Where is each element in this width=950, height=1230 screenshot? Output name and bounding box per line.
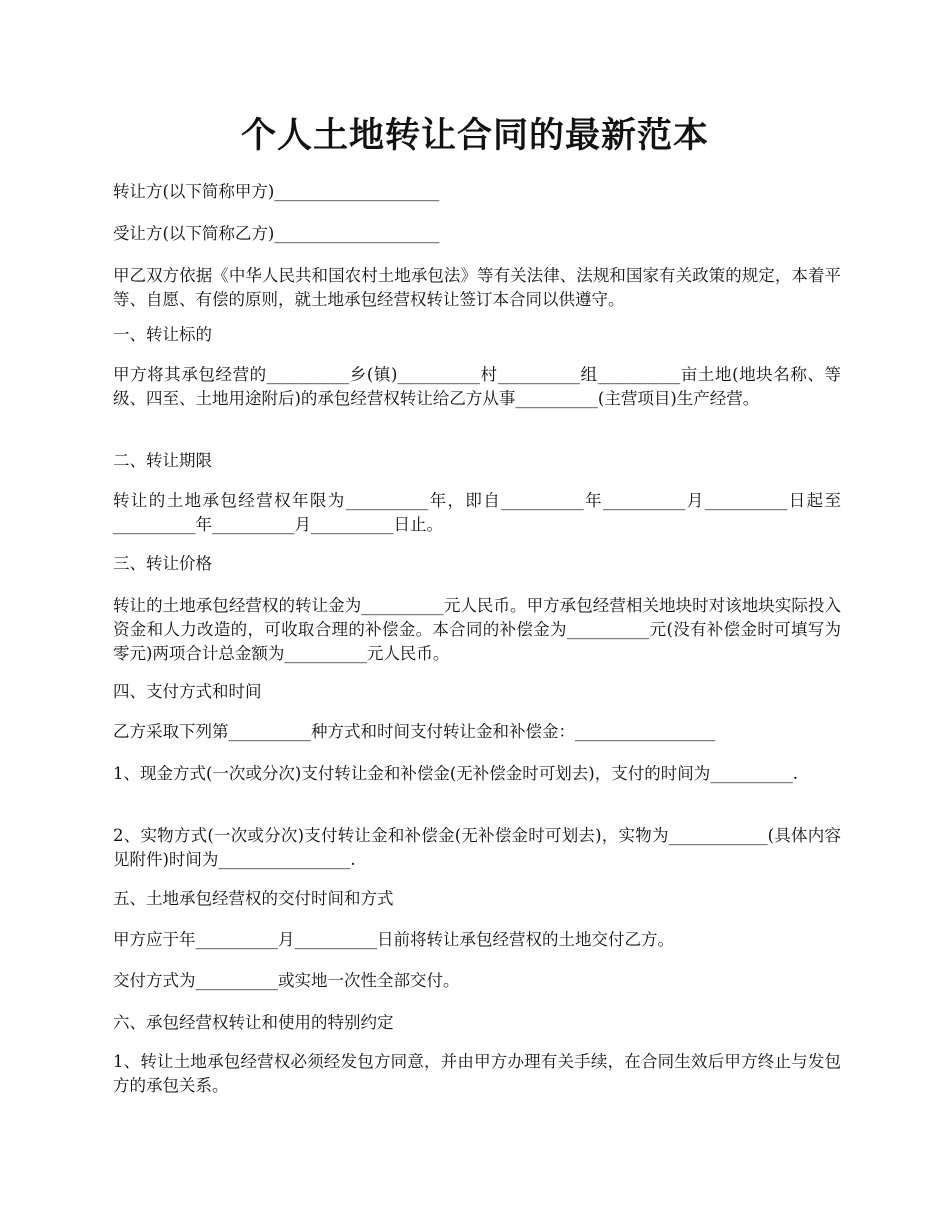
section-3-paragraph: 转让的土地承包经营权的转让金为__________元人民币。甲方承包经营相关地块时对该地块实际投入资金和人力改造的，可收取合理的补偿金。本合同的补偿金为__________元(没有补偿金时可填写为零元)两项合计总金额为__________元人民币。: [113, 596, 841, 663]
section-2-paragraph: 转让的土地承包经营权年限为__________年，即自__________年__________月__________日起至__________年__________月__________日止。: [113, 491, 841, 534]
payment-option-goods: 2、实物方式(一次或分次)支付转让金和补偿金(无补偿金时可划去)，实物为____________(具体内容见附件)时间为________________.: [113, 826, 841, 869]
section-1-paragraph: 甲方将其承包经营的__________乡(镇)__________村__________组__________亩土地(地块名称、等级、四至、土地用途附后)的承包经营权转让给乙方从事__________(主营项目)生产经营。: [113, 365, 841, 408]
delivery-method-line: 交付方式为__________或实地一次性全部交付。: [113, 971, 460, 990]
delivery-date-line: 甲方应于年__________月__________日前将转让承包经营权的土地交付乙方。: [113, 930, 674, 949]
preamble-paragraph: 甲乙双方依据《中华人民共和国农村土地承包法》等有关法律、法规和国家有关政策的规定，本着平等、自愿、有偿的原则，就土地承包经营权转让签订本合同以供遵守。: [113, 266, 841, 309]
section-6-clause-1: 1、转让土地承包经营权必须经发包方同意，并由甲方办理有关手续，在合同生效后甲方终止与发包方的承包关系。: [113, 1052, 841, 1095]
section-heading-4: 四、支付方式和时间: [113, 682, 262, 701]
section-heading-3: 三、转让价格: [113, 554, 212, 573]
section-heading-1: 一、转让标的: [113, 325, 212, 344]
payment-option-cash: 1、现金方式(一次或分次)支付转让金和补偿金(无补偿金时可划去)，支付的时间为__________.: [113, 764, 798, 783]
section-heading-2: 二、转让期限: [113, 451, 212, 470]
payment-method-line: 乙方采取下列第__________种方式和时间支付转让金和补偿金：_________________: [113, 722, 716, 741]
transferor-line: 转让方(以下简称甲方)____________________: [113, 182, 440, 201]
section-heading-6: 六、承包经营权转让和使用的特别约定: [113, 1013, 394, 1032]
section-heading-5: 五、土地承包经营权的交付时间和方式: [113, 889, 394, 908]
transferee-line: 受让方(以下简称乙方)____________________: [113, 224, 440, 243]
document-title: 个人土地转让合同的最新范本: [240, 115, 709, 156]
